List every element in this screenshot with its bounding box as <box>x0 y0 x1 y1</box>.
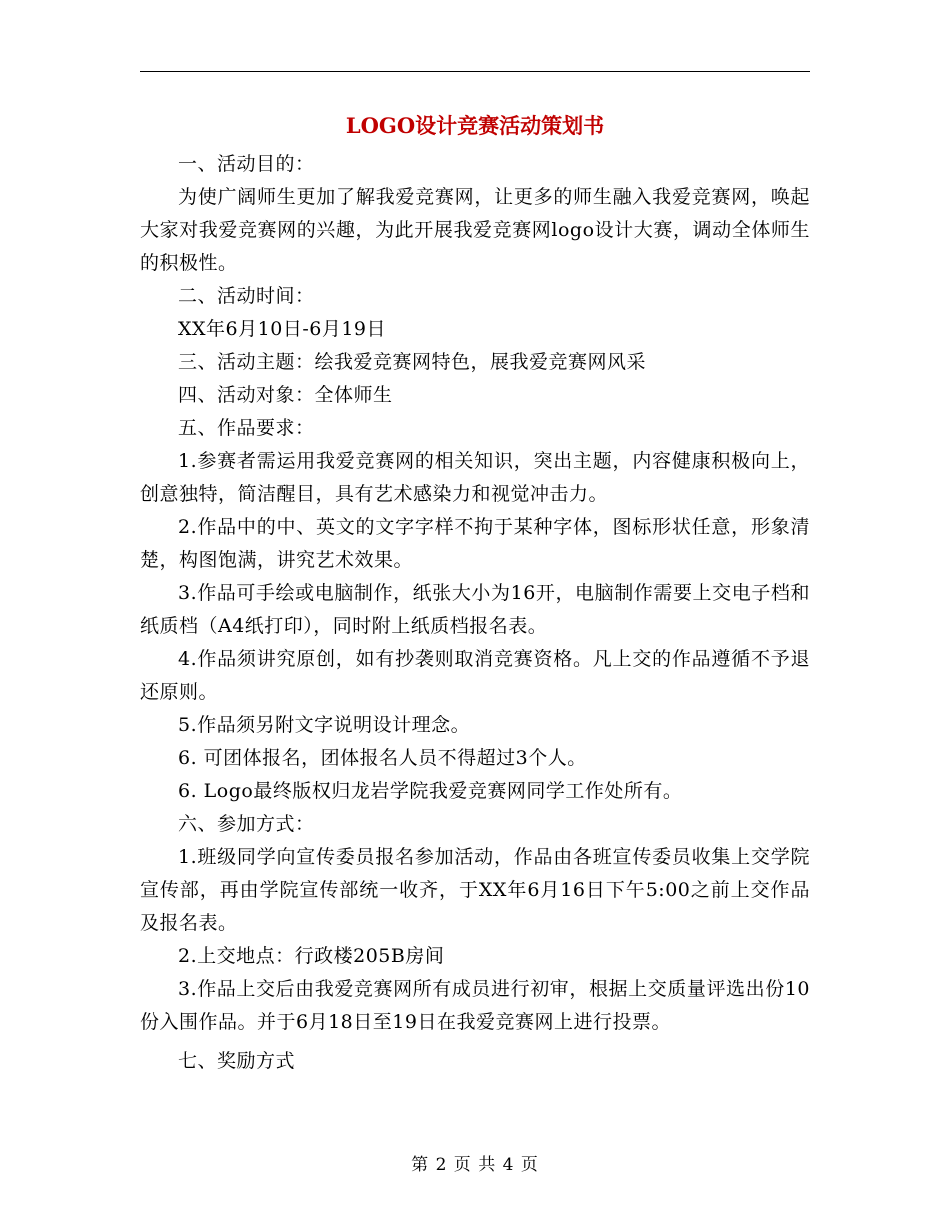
participation-item: 1.班级同学向宣传委员报名参加活动，作品由各班宣传委员收集上交学院宣传部，再由学院宣传部统一收齐，于XX年6月16日下午5:00之前上交作品及报名表。 <box>140 846 810 934</box>
page-number: 第 2 页 共 4 页 <box>411 1155 539 1175</box>
paragraph-time: XX年6月10日-6月19日 <box>178 318 387 340</box>
section-heading-audience: 四、活动对象：全体师生 <box>178 384 393 406</box>
requirement-item: 6. 可团体报名，团体报名人员不得超过3个人。 <box>178 747 587 769</box>
section-heading-time: 二、活动时间： <box>178 285 315 307</box>
document-body <box>140 148 810 1078</box>
section-heading-participation: 六、参加方式： <box>178 813 315 835</box>
header-rule <box>140 71 810 72</box>
section-heading-theme: 三、活动主题：绘我爱竞赛网特色，展我爱竞赛网风采 <box>178 351 647 373</box>
requirement-item: 6. Logo最终版权归龙岩学院我爱竞赛网同学工作处所有。 <box>178 780 683 802</box>
requirement-item: 1.参赛者需运用我爱竞赛网的相关知识，突出主题，内容健康积极向上，创意独特，简洁醒目，具有艺术感染力和视觉冲击力。 <box>140 450 810 505</box>
requirement-item: 5.作品须另附文字说明设计理念。 <box>178 714 471 736</box>
requirement-item: 4.作品须讲究原创，如有抄袭则取消竞赛资格。凡上交的作品遵循不予退还原则。 <box>140 648 810 703</box>
requirement-item: 3.作品可手绘或电脑制作，纸张大小为16开，电脑制作需要上交电子档和纸质档（A4纸打印），同时附上纸质档报名表。 <box>140 582 810 637</box>
requirement-item: 2.作品中的中、英文的文字字样不拘于某种字体，图标形状任意，形象清楚，构图饱满，讲究艺术效果。 <box>140 516 810 571</box>
paragraph-purpose: 为使广阔师生更加了解我爱竞赛网，让更多的师生融入我爱竞赛网，唤起大家对我爱竞赛网的兴趣，为此开展我爱竞赛网logo设计大赛，调动全体师生的积极性。 <box>140 186 810 274</box>
document-title: LOGO设计竞赛活动策划书 <box>345 113 605 138</box>
section-heading-rewards: 七、奖励方式 <box>178 1050 296 1072</box>
section-heading-requirements: 五、作品要求： <box>178 417 315 439</box>
participation-item: 2.上交地点：行政楼205B房间 <box>178 945 445 967</box>
section-heading-purpose: 一、活动目的： <box>178 153 315 175</box>
participation-item: 3.作品上交后由我爱竞赛网所有成员进行初审，根据上交质量评选出份10份入围作品。并于6月18日至19日在我爱竞赛网上进行投票。 <box>140 978 810 1033</box>
